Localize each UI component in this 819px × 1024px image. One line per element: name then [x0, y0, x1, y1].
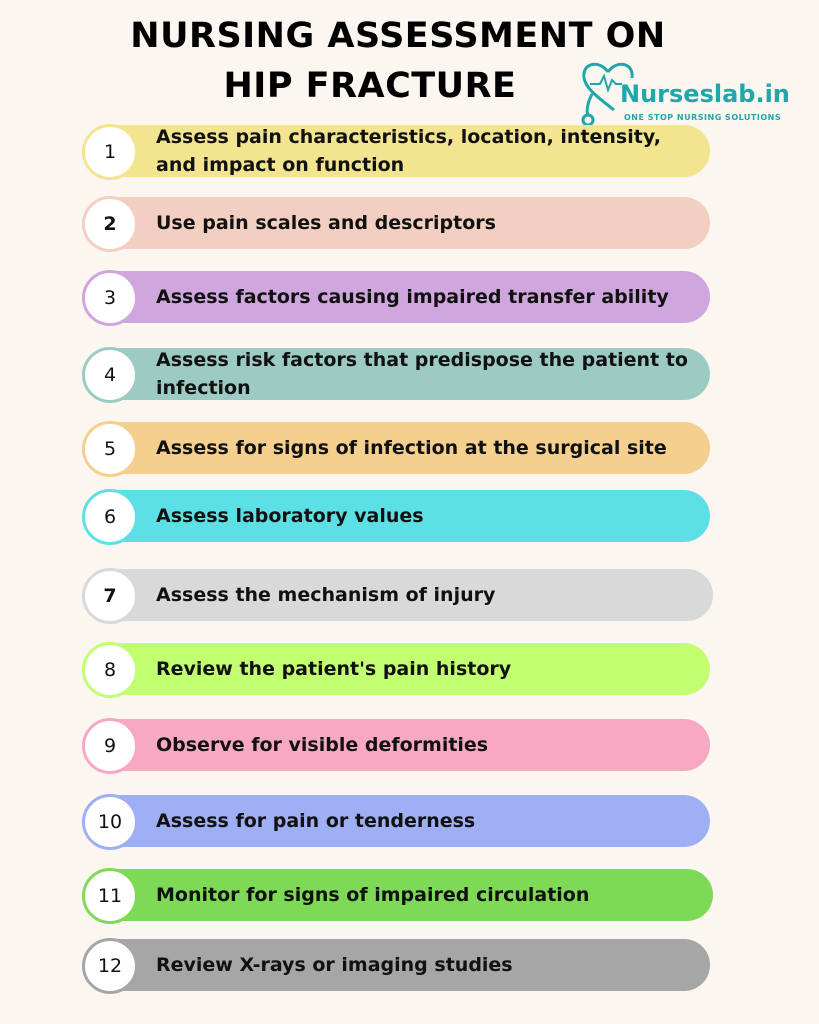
logo-name: Nurseslab.in — [620, 80, 790, 108]
item-text: Review X-rays or imaging studies — [156, 954, 513, 976]
item-text: Assess pain characteristics, location, intensity, and impact on function — [156, 126, 661, 176]
assessment-item — [82, 421, 710, 475]
item-number-circle: 7 — [82, 568, 138, 624]
assessment-item — [82, 642, 710, 696]
assessment-item — [82, 568, 713, 622]
assessment-item — [82, 347, 710, 401]
item-text: Use pain scales and descriptors — [156, 212, 496, 234]
logo-tagline: ONE STOP NURSING SOLUTIONS — [624, 113, 782, 122]
item-number-circle: 4 — [82, 347, 138, 403]
item-text: Observe for visible deformities — [156, 734, 489, 756]
item-number-circle: 10 — [82, 794, 138, 850]
assessment-item — [82, 270, 710, 324]
item-text: Assess laboratory values — [156, 505, 424, 527]
item-number-circle: 12 — [82, 938, 138, 994]
page-title-line-1: NURSING ASSESSMENT ON — [130, 16, 666, 56]
item-number-circle: 5 — [82, 421, 138, 477]
page-title-line-2: HIP FRACTURE — [223, 66, 517, 106]
item-number-circle: 8 — [82, 642, 138, 698]
item-text: Assess factors causing impaired transfer ability — [156, 286, 669, 308]
assessment-item — [82, 938, 710, 992]
item-number-circle: 1 — [82, 124, 138, 180]
item-number-circle: 2 — [82, 196, 138, 252]
assessment-item — [82, 868, 713, 922]
item-number-circle: 9 — [82, 718, 138, 774]
item-text: Assess for pain or tenderness — [156, 810, 476, 832]
assessment-item — [82, 196, 710, 250]
item-text: Monitor for signs of impaired circulation — [156, 884, 590, 906]
item-number-circle: 11 — [82, 868, 138, 924]
nurseslab-logo — [578, 58, 788, 128]
item-text: Review the patient's pain history — [156, 658, 512, 680]
item-text: Assess for signs of infection at the surgical site — [156, 437, 667, 459]
assessment-item — [82, 489, 710, 543]
assessment-item — [82, 794, 710, 848]
item-text: Assess the mechanism of injury — [156, 584, 496, 606]
item-text: Assess risk factors that predispose the patient to infection — [156, 349, 688, 399]
item-number-circle: 6 — [82, 489, 138, 545]
assessment-item — [82, 718, 710, 772]
assessment-item — [82, 124, 710, 178]
item-number-circle: 3 — [82, 270, 138, 326]
